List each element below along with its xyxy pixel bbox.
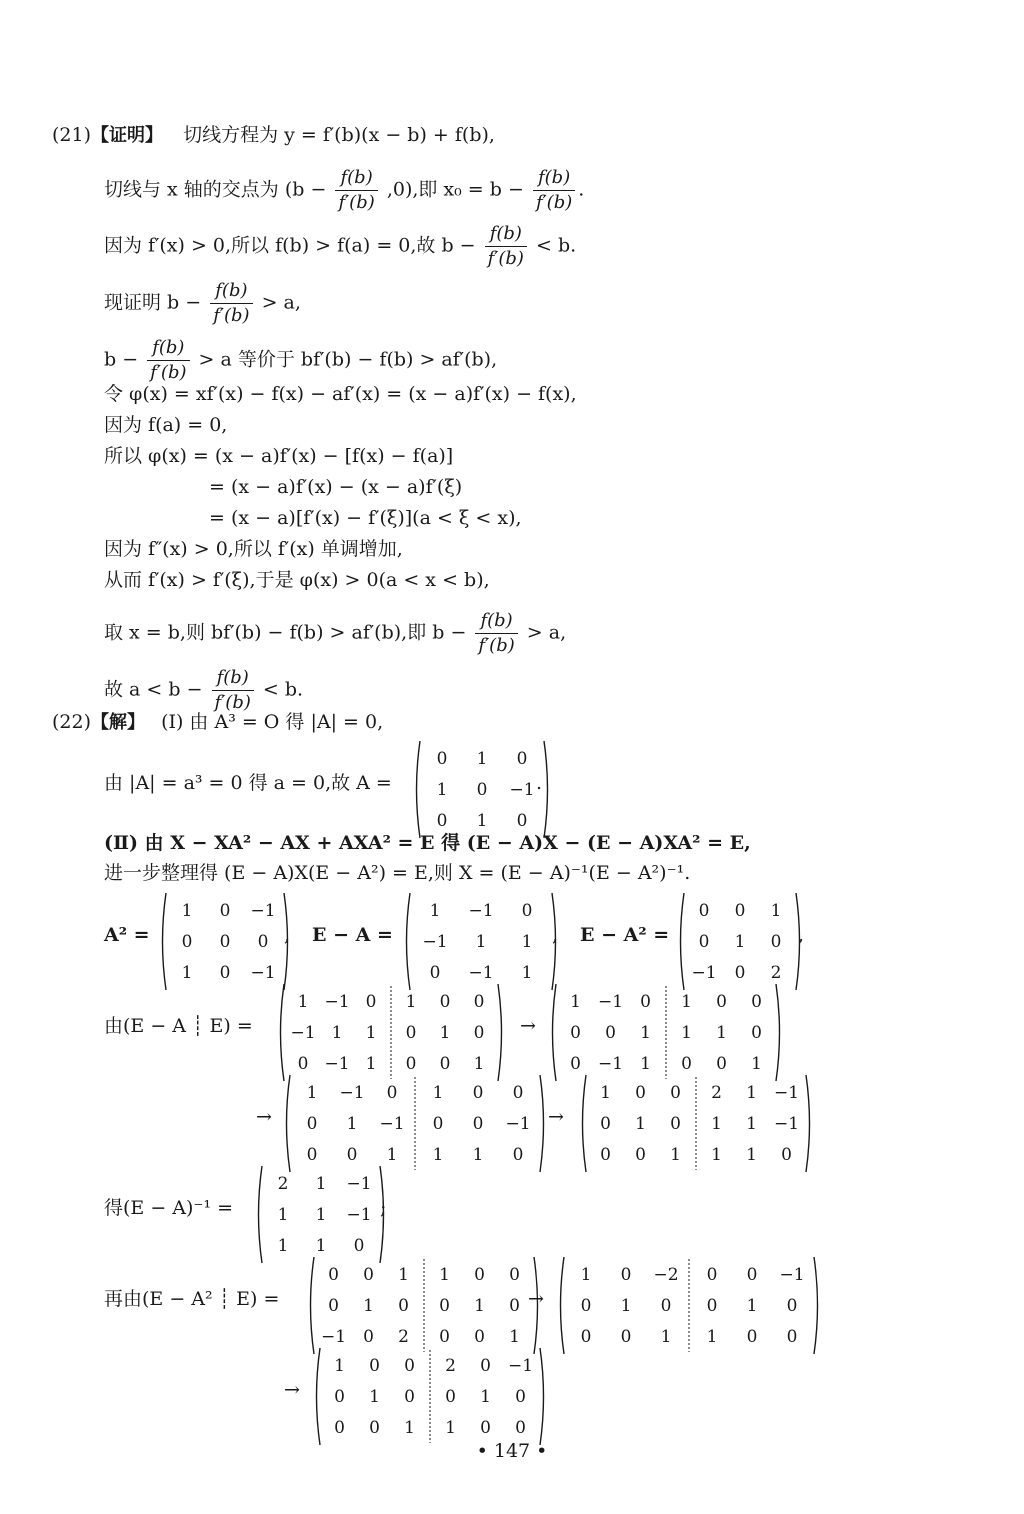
arrow-icon: → <box>284 1379 300 1401</box>
matrix-cell: 0 <box>570 1053 581 1074</box>
matrix-cell: 0 <box>405 1053 417 1074</box>
matrix-cell: 1 <box>711 1113 722 1134</box>
p21-line6: 令 φ(x) = xf′(x) − f(x) − af′(x) = (x − a)f′(x) − f(x), <box>104 383 577 405</box>
p22-A2-label: A² = <box>104 924 150 946</box>
right-paren <box>498 984 502 1081</box>
fraction <box>475 609 517 658</box>
p21-text-13b: > a, <box>526 621 567 644</box>
matrix-cell: 0 <box>439 1326 450 1347</box>
matrix-cell: 1 <box>445 1417 456 1438</box>
matrix-cell: 1 <box>521 962 533 983</box>
matrix-cell: 1 <box>640 1053 651 1074</box>
matrix-A <box>412 740 552 839</box>
aug-matrix-1 <box>276 983 506 1082</box>
matrix-cell: 0 <box>474 1264 485 1285</box>
matrix-cell: 1 <box>706 1326 718 1347</box>
matrix-cell: 1 <box>404 1417 415 1438</box>
left-paren <box>317 1348 321 1445</box>
left-paren <box>417 741 421 838</box>
p22-line2a: 由 |A| = a³ = 0 得 a = 0,故 A = <box>104 772 392 794</box>
matrix-cell: 1 <box>711 1144 722 1165</box>
aug-matrix-6 <box>556 1256 822 1355</box>
matrix-cell: 2 <box>277 1173 289 1194</box>
matrix-cell: 1 <box>751 1053 762 1074</box>
frac-den: f′(b) <box>150 362 187 383</box>
matrix-cell: 0 <box>346 1144 358 1165</box>
matrix-cell: 1 <box>306 1082 318 1103</box>
matrix-cell: 0 <box>472 1113 484 1134</box>
matrix-cell: −1 <box>346 1204 372 1225</box>
matrix-cell: 0 <box>219 900 231 921</box>
left-paren <box>311 1257 315 1354</box>
left-paren <box>561 1257 565 1354</box>
matrix-cell: 0 <box>363 1264 374 1285</box>
fraction <box>210 279 252 328</box>
matrix-cell: 1 <box>405 991 417 1012</box>
matrix-cell: 0 <box>660 1295 672 1316</box>
matrix-cell: 0 <box>786 1326 798 1347</box>
matrix-cell: 1 <box>436 779 448 800</box>
left-paren <box>407 893 411 990</box>
matrix-cell: 1 <box>475 931 487 952</box>
matrix-cell: 0 <box>635 1082 646 1103</box>
p21-text-5a: b − <box>104 348 139 371</box>
right-paren <box>540 1348 544 1445</box>
p21-line14 <box>104 666 303 715</box>
matrix-cell: 0 <box>219 931 231 952</box>
matrix-cell: −1 <box>324 991 350 1012</box>
matrix-cell: −1 <box>422 931 448 952</box>
matrix-cell: 1 <box>315 1173 327 1194</box>
matrix-cell: 2 <box>770 962 782 983</box>
matrix-cell: 0 <box>257 931 269 952</box>
matrix-cell: 1 <box>334 1355 345 1376</box>
matrix-cell: −1 <box>250 900 276 921</box>
matrix-cell: 0 <box>436 748 448 769</box>
matrix-cell: 0 <box>328 1264 339 1285</box>
matrix-cell: 0 <box>369 1355 380 1376</box>
matrix-cell: 1 <box>473 1053 485 1074</box>
p22-comma-1: , <box>284 924 291 946</box>
p22-tag: 【解】 <box>91 712 146 733</box>
matrix-cell: 0 <box>369 1417 380 1438</box>
matrix-cell: −1 <box>691 962 717 983</box>
matrix-cell: 1 <box>476 810 488 831</box>
matrix-cell: 0 <box>706 1264 718 1285</box>
matrix-cell: 0 <box>404 1355 415 1376</box>
matrix-cell: 1 <box>716 1022 727 1043</box>
matrix-cell: 0 <box>365 991 377 1012</box>
matrix-cell: 0 <box>509 1295 520 1316</box>
matrix-cell: 0 <box>698 931 710 952</box>
matrix-cell: 0 <box>516 748 528 769</box>
matrix-cell: −1 <box>468 962 494 983</box>
p22-semicolon: ; <box>380 1197 387 1219</box>
matrix-cell: 0 <box>635 1144 646 1165</box>
p21-line2 <box>104 166 584 215</box>
frac-num: f(b) <box>147 336 189 361</box>
p22-comma-3: , <box>798 924 805 946</box>
left-paren <box>281 984 285 1081</box>
p21-text-2a: 切线与 x 轴的交点为 <box>104 178 279 201</box>
matrix-cell: 0 <box>473 991 485 1012</box>
matrix-cell: 1 <box>432 1082 444 1103</box>
right-paren <box>540 1075 544 1172</box>
p22-aug-label-1: 由(E − A ┊ E) = <box>104 1015 253 1037</box>
matrix-cell: 0 <box>473 1022 485 1043</box>
page-number: • 147 • <box>476 1440 548 1462</box>
matrix-cell: −1 <box>290 1022 316 1043</box>
frac-den: f′(b) <box>213 305 250 326</box>
matrix-cell: 1 <box>439 1022 451 1043</box>
matrix-cell: 0 <box>429 962 441 983</box>
frac-num: f(b) <box>210 279 252 304</box>
matrix-cell: 0 <box>472 1082 484 1103</box>
p22-inv-label: 得(E − A)⁻¹ = <box>104 1197 234 1219</box>
matrix-cell: 0 <box>734 900 746 921</box>
matrix-cell: 0 <box>297 1053 309 1074</box>
p21-label: (21) <box>52 124 92 146</box>
matrix-cell: 0 <box>515 1417 526 1438</box>
p21-text-4b: > a, <box>261 291 301 314</box>
matrix-cell: 0 <box>436 810 448 831</box>
left-paren <box>287 1075 291 1172</box>
matrix-inverse-E-minus-A <box>254 1165 388 1264</box>
matrix-cell: 0 <box>432 1113 444 1134</box>
matrix-cell: 0 <box>670 1082 681 1103</box>
matrix-cell: 0 <box>751 991 762 1012</box>
matrix-cell: 1 <box>635 1113 646 1134</box>
matrix-cell: −1 <box>339 1082 365 1103</box>
aug-matrix-3 <box>282 1074 548 1173</box>
matrix-E-minus-A2 <box>676 892 804 991</box>
p21-text-2d: . <box>578 178 585 201</box>
matrix-cell: 0 <box>181 931 193 952</box>
matrix-cell: 0 <box>363 1326 374 1347</box>
matrix-cell: 0 <box>474 1326 485 1347</box>
matrix-cell: 1 <box>570 991 581 1012</box>
matrix-cell: −1 <box>597 991 624 1012</box>
frac-den: f′(b) <box>535 192 573 213</box>
frac-den: f′(b) <box>487 248 524 269</box>
matrix-cell: 1 <box>277 1235 289 1256</box>
left-paren <box>553 984 557 1081</box>
matrix-cell: 0 <box>306 1113 318 1134</box>
right-paren <box>814 1257 818 1354</box>
p21-text-2b: (b − <box>284 178 327 201</box>
matrix-cell: 0 <box>580 1326 592 1347</box>
matrix-cell: 1 <box>734 931 746 952</box>
matrix-cell: 0 <box>334 1417 345 1438</box>
matrix-cell: −1 <box>324 1053 350 1074</box>
arrow-icon: → <box>520 1015 536 1037</box>
p22-comma-2: , <box>552 924 559 946</box>
p21-line10: = (x − a)[f′(x) − f′(ξ)](a < ξ < x), <box>209 507 522 529</box>
matrix-cell: 0 <box>706 1295 718 1316</box>
matrix-cell: 1 <box>315 1204 327 1225</box>
aug-matrix-7 <box>312 1347 548 1446</box>
frac-den: f′(b) <box>338 192 375 213</box>
matrix-cell: 1 <box>429 900 441 921</box>
matrix-cell: 0 <box>570 1022 581 1043</box>
matrix-cell: 1 <box>439 1264 450 1285</box>
matrix-cell: 1 <box>681 991 692 1012</box>
matrix-cell: −1 <box>779 1264 805 1285</box>
matrix-cell: −1 <box>773 1082 800 1103</box>
right-paren <box>776 984 780 1081</box>
p21-text-1: 切线方程为 y = f′(b)(x − b) + f(b), <box>183 124 495 146</box>
matrix-cell: 0 <box>620 1264 632 1285</box>
matrix-cell: 0 <box>681 1053 692 1074</box>
p21-text-2c: ,0),即 x₀ = b − <box>386 178 524 201</box>
frac-num: f(b) <box>475 609 517 634</box>
aug-matrix-2 <box>548 983 784 1082</box>
fraction <box>335 166 377 215</box>
matrix-cell: −2 <box>653 1264 679 1285</box>
matrix-cell: −1 <box>379 1113 405 1134</box>
matrix-cell: 1 <box>365 1053 377 1074</box>
matrix-cell: 0 <box>786 1295 798 1316</box>
frac-num: f(b) <box>212 666 254 691</box>
matrix-cell: 0 <box>404 1386 415 1407</box>
matrix-cell: 1 <box>365 1022 377 1043</box>
p21-line11: 因为 f″(x) > 0,所以 f′(x) 单调增加, <box>104 538 403 560</box>
fraction <box>212 666 254 715</box>
matrix-cell: 1 <box>297 991 309 1012</box>
fraction <box>147 336 189 385</box>
matrix-A2 <box>158 892 292 991</box>
matrix-cell: 0 <box>746 1264 758 1285</box>
arrow-icon: → <box>256 1106 272 1128</box>
matrix-cell: 0 <box>600 1144 611 1165</box>
matrix-cell: 2 <box>445 1355 456 1376</box>
matrix-cell: 2 <box>711 1082 722 1103</box>
matrix-cell: 0 <box>439 991 451 1012</box>
matrix-cell: 0 <box>398 1295 409 1316</box>
matrix-cell: 1 <box>746 1144 757 1165</box>
matrix-cell: 1 <box>474 1295 485 1316</box>
matrix-cell: 0 <box>698 900 710 921</box>
p22-aug-label-2: 再由(E − A² ┊ E) = <box>104 1288 280 1310</box>
matrix-cell: 0 <box>439 1295 450 1316</box>
p22-text-1: (Ⅰ) 由 A³ = O 得 |A| = 0, <box>161 711 384 733</box>
matrix-cell: 1 <box>363 1295 374 1316</box>
matrix-cell: 0 <box>480 1355 491 1376</box>
matrix-cell: 0 <box>716 1053 727 1074</box>
p21-text-3b: < b. <box>536 234 577 257</box>
matrix-cell: 1 <box>398 1264 409 1285</box>
matrix-cell: 0 <box>770 931 782 952</box>
matrix-cell: 1 <box>521 931 533 952</box>
left-paren <box>163 893 167 990</box>
matrix-cell: −1 <box>509 779 535 800</box>
frac-num: f(b) <box>335 166 377 191</box>
p21-line1 <box>52 123 495 148</box>
matrix-cell: 1 <box>770 900 782 921</box>
matrix-cell: −1 <box>250 962 276 983</box>
matrix-cell: 0 <box>516 810 528 831</box>
matrix-cell: 0 <box>640 991 651 1012</box>
p21-line4 <box>104 279 301 328</box>
p21-line9: = (x − a)f′(x) − (x − a)f′(ξ) <box>209 476 463 498</box>
p21-line12: 从而 f′(x) > f′(ξ),于是 φ(x) > 0(a < x < b), <box>104 569 490 591</box>
right-paren <box>544 741 548 838</box>
matrix-cell: 0 <box>600 1113 611 1134</box>
aug-matrix-4 <box>578 1074 814 1173</box>
matrix-cell: 0 <box>620 1326 632 1347</box>
p21-line3 <box>104 222 576 271</box>
matrix-cell: −1 <box>773 1113 800 1134</box>
matrix-cell: 1 <box>746 1295 758 1316</box>
p22-line4: 进一步整理得 (E − A)X(E − A²) = E,则 X = (E − A)⁻¹(E − A²)⁻¹. <box>104 862 691 884</box>
matrix-cell: 1 <box>386 1144 398 1165</box>
matrix-cell: 0 <box>521 900 533 921</box>
p22-line2b: . <box>536 772 543 794</box>
p22-line1 <box>52 710 383 735</box>
matrix-cell: 0 <box>219 962 231 983</box>
p21-line8: 所以 φ(x) = (x − a)f′(x) − [f(x) − f(a)] <box>104 445 454 467</box>
matrix-cell: 1 <box>480 1386 491 1407</box>
matrix-cell: 0 <box>605 1022 616 1043</box>
matrix-cell: 1 <box>620 1295 632 1316</box>
fraction <box>485 222 527 271</box>
p21-text-14b: < b. <box>262 678 304 701</box>
p22-EA-label: E − A = <box>312 924 393 946</box>
matrix-cell: 1 <box>670 1144 681 1165</box>
frac-num: f(b) <box>485 222 527 247</box>
matrix-cell: 1 <box>580 1264 592 1285</box>
matrix-cell: 1 <box>277 1204 289 1225</box>
matrix-cell: 1 <box>346 1113 358 1134</box>
arrow-icon: → <box>548 1106 564 1128</box>
matrix-cell: 0 <box>580 1295 592 1316</box>
matrix-cell: 1 <box>746 1082 757 1103</box>
p22-label: (22) <box>52 711 92 733</box>
frac-num: f(b) <box>533 166 575 191</box>
matrix-cell: 2 <box>398 1326 409 1347</box>
matrix-cell: 0 <box>751 1022 762 1043</box>
matrix-cell: −1 <box>505 1113 531 1134</box>
fraction <box>533 166 575 215</box>
matrix-cell: 0 <box>734 962 746 983</box>
matrix-cell: 0 <box>512 1082 524 1103</box>
left-paren <box>259 1166 263 1263</box>
p21-tag: 【证明】 <box>91 125 164 146</box>
p21-text-14a: 故 a < b − <box>104 678 203 701</box>
matrix-cell: 1 <box>600 1082 611 1103</box>
matrix-cell: 0 <box>781 1144 792 1165</box>
aug-matrix-5 <box>306 1256 542 1355</box>
matrix-cell: 1 <box>181 900 193 921</box>
matrix-cell: 0 <box>476 779 488 800</box>
matrix-cell: 0 <box>716 991 727 1012</box>
matrix-cell: 0 <box>328 1295 339 1316</box>
p21-text-3a: 因为 f′(x) > 0,所以 f(b) > f(a) = 0,故 b − <box>104 234 476 257</box>
matrix-cell: 0 <box>405 1022 417 1043</box>
matrix-cell: 0 <box>509 1264 520 1285</box>
matrix-E-minus-A <box>402 892 560 991</box>
matrix-cell: 0 <box>670 1113 681 1134</box>
matrix-cell: 0 <box>445 1386 456 1407</box>
matrix-cell: 0 <box>746 1326 758 1347</box>
p22-EA2-label: E − A² = <box>580 924 670 946</box>
matrix-cell: 1 <box>746 1113 757 1134</box>
matrix-cell: −1 <box>346 1173 372 1194</box>
matrix-cell: 1 <box>640 1022 651 1043</box>
matrix-cell: −1 <box>507 1355 534 1376</box>
p21-line13 <box>104 609 566 658</box>
frac-den: f′(b) <box>478 635 515 656</box>
p21-line7: 因为 f(a) = 0, <box>104 414 228 436</box>
matrix-cell: 0 <box>480 1417 491 1438</box>
p21-text-5b: > a 等价于 bf′(b) − f(b) > af′(b), <box>198 348 498 371</box>
p22-line3: (Ⅱ) 由 X − XA² − AX + AXA² = E 得 (E − A)X − (E − A)XA² = E, <box>104 832 751 854</box>
right-paren <box>806 1075 810 1172</box>
matrix-cell: −1 <box>468 900 494 921</box>
arrow-icon: → <box>528 1288 544 1310</box>
matrix-cell: 1 <box>315 1235 327 1256</box>
p21-text-13a: 取 x = b,则 bf′(b) − f(b) > af′(b),即 b − <box>104 621 467 644</box>
matrix-cell: 1 <box>369 1386 380 1407</box>
matrix-cell: 0 <box>439 1053 451 1074</box>
frac-den: f′(b) <box>214 692 251 713</box>
matrix-cell: 0 <box>306 1144 318 1165</box>
p21-line5 <box>104 336 497 385</box>
matrix-cell: 1 <box>472 1144 484 1165</box>
matrix-cell: 1 <box>660 1326 672 1347</box>
matrix-cell: 0 <box>515 1386 526 1407</box>
matrix-cell: 1 <box>181 962 193 983</box>
matrix-cell: 0 <box>512 1144 524 1165</box>
p21-text-4a: 现证明 b − <box>104 291 202 314</box>
left-paren <box>583 1075 587 1172</box>
matrix-cell: 1 <box>331 1022 343 1043</box>
matrix-cell: 0 <box>334 1386 345 1407</box>
matrix-cell: −1 <box>597 1053 624 1074</box>
matrix-cell: 0 <box>353 1235 365 1256</box>
matrix-cell: −1 <box>320 1326 347 1347</box>
left-paren <box>681 893 685 990</box>
matrix-cell: 1 <box>509 1326 520 1347</box>
matrix-cell: 1 <box>476 748 488 769</box>
matrix-cell: 1 <box>432 1144 444 1165</box>
matrix-cell: 0 <box>386 1082 398 1103</box>
matrix-cell: 1 <box>681 1022 692 1043</box>
